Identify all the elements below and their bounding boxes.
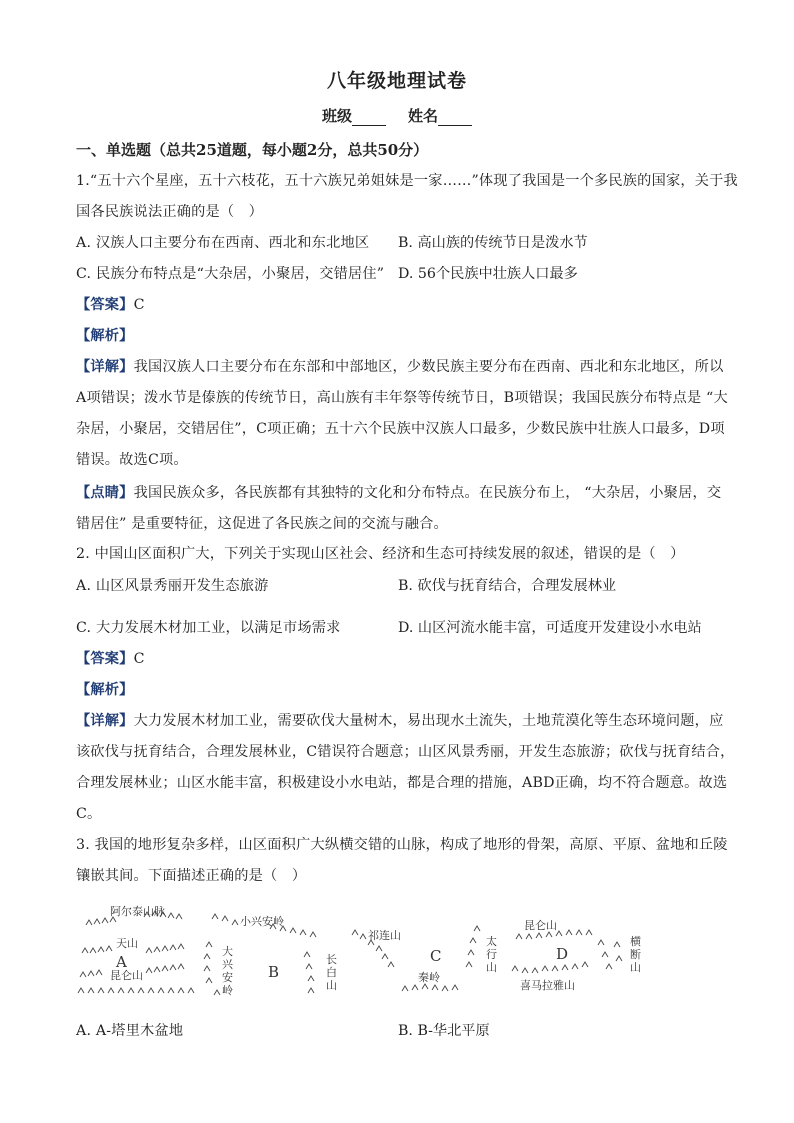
label-xiaoxinganling: 小兴安岭 bbox=[240, 915, 284, 928]
label-hengduan-2: 断 bbox=[630, 948, 641, 961]
q1-detail-line-3: 杂居，小聚居，交错居住”，C项正确；五十六个民族中汉族人口最多，少数民族中壮族人口最多，D项 bbox=[76, 421, 725, 437]
answer-tag: 【答案】 bbox=[76, 651, 134, 667]
answer-tag: 【答案】 bbox=[76, 297, 134, 313]
mountain-glyph bbox=[402, 984, 458, 991]
mountain-glyph bbox=[78, 988, 194, 993]
detail-text: 大力发展木材加工业，需要砍伐大量树木，易出现水土流失，土地荒漠化等生态环境问题，应 bbox=[133, 713, 724, 729]
point-text: 我国民族众多，各民族都有其独特的文化和分布特点。在民族分布上， “大杂居，小聚居，交 bbox=[133, 485, 722, 501]
label-a: A bbox=[116, 953, 127, 971]
q2-option-d: D. 山区河流水能丰富，可适度开发建设小水电站 bbox=[398, 620, 702, 636]
detail-tag: 【详解】 bbox=[76, 359, 134, 375]
label-hengduan-3: 山 bbox=[630, 961, 641, 974]
label-taihang-3: 山 bbox=[486, 961, 497, 974]
mountain-glyph bbox=[512, 962, 588, 973]
q1-option-a: A. 汉族人口主要分布在西南、西北和东北地区 bbox=[76, 235, 370, 251]
mountain-glyph bbox=[466, 926, 480, 967]
detail-tag: 【详解】 bbox=[76, 713, 134, 729]
mountain-glyph bbox=[304, 952, 314, 993]
label-kunlun-right: 昆仑山 bbox=[524, 919, 557, 932]
section-heading: 一、单选题（总共25道题，每小题2分，总共50分） bbox=[76, 141, 429, 159]
q1-answer bbox=[76, 294, 145, 314]
class-label: 班级 bbox=[321, 107, 352, 125]
q2-detail-line-3: 合理发展林业；山区水能丰富，积极建设小水电站，都是合理的措施，ABD正确，均不符合题意。故选 bbox=[76, 775, 728, 791]
terrain-map-figure bbox=[76, 895, 716, 1005]
label-changbaishan-1: 长 bbox=[326, 953, 337, 966]
analysis-tag: 【解析】 bbox=[76, 682, 134, 698]
q1-option-d: D. 56个民族中壮族人口最多 bbox=[398, 266, 578, 282]
label-daxinganling-3: 安 bbox=[222, 971, 233, 984]
q1-stem-line-1: 1.“五十六个星座，五十六枝花，五十六族兄弟姐妹是一家……”体现了我国是一个多民族的国家，关于我 bbox=[76, 173, 738, 189]
class-blank[interactable] bbox=[352, 111, 386, 126]
q3-option-a: A. A-塔里木盆地 bbox=[76, 1023, 184, 1039]
q2-detail-line-1 bbox=[76, 710, 723, 730]
q2-analysis bbox=[76, 679, 134, 699]
label-qinling: 秦岭 bbox=[418, 971, 440, 984]
q2-answer bbox=[76, 648, 145, 668]
label-b: B bbox=[268, 963, 280, 981]
q1-option-b: B. 高山族的传统节日是泼水节 bbox=[398, 235, 588, 251]
q3-option-b: B. B-华北平原 bbox=[398, 1023, 490, 1039]
mountain-glyph bbox=[598, 940, 622, 969]
q1-stem-line-2: 国各民族说法正确的是（ ） bbox=[76, 204, 264, 220]
label-d: D bbox=[556, 945, 569, 963]
q1-option-c: C. 民族分布特点是“大杂居，小聚居，交错居住” bbox=[76, 266, 385, 282]
label-taihang-2: 行 bbox=[486, 948, 497, 961]
label-himalaya: 喜马拉雅山 bbox=[520, 979, 575, 992]
label-daxinganling-4: 岭 bbox=[222, 984, 233, 997]
label-altai: 阿尔泰山脉 bbox=[110, 905, 165, 918]
answer-value: C bbox=[133, 651, 145, 667]
label-c: C bbox=[430, 947, 442, 965]
point-tag: 【点睛】 bbox=[76, 485, 134, 501]
q2-option-b: B. 砍伐与抚育结合，合理发展林业 bbox=[398, 578, 617, 594]
label-changbaishan-3: 山 bbox=[326, 979, 337, 992]
label-taihang-1: 太 bbox=[486, 935, 497, 948]
label-tianshan: 天山 bbox=[116, 937, 138, 950]
q3-stem-line-1: 3. 我国的地形复杂多样，山区面积广大纵横交错的山脉，构成了地形的骨架，高原、平原、盆地和丘陵 bbox=[76, 837, 728, 853]
detail-text: 我国汉族人口主要分布在东部和中部地区，少数民族主要分布在西南、西北和东北地区，所以 bbox=[133, 359, 724, 375]
q1-detail-line-2: A项错误；泼水节是傣族的传统节日，高山族有丰年祭等传统节日，B项错误；我国民族分布特点是 “大 bbox=[76, 390, 728, 406]
analysis-tag: 【解析】 bbox=[76, 328, 134, 344]
mountain-glyph bbox=[204, 942, 220, 995]
label-daxinganling-1: 大 bbox=[222, 945, 233, 958]
label-kunlun-left: 昆仑山 bbox=[110, 969, 143, 982]
q1-point-line-2: 错居住” 是重要特征，这促进了各民族之间的交流与融合。 bbox=[76, 516, 448, 532]
q1-detail-line-4: 错误。故选C项。 bbox=[76, 452, 188, 468]
label-daxinganling-2: 兴 bbox=[222, 958, 233, 971]
label-qilian: 祁连山 bbox=[368, 929, 401, 942]
class-name-line bbox=[0, 105, 794, 126]
q2-option-c: C. 大力发展木材加工业，以满足市场需求 bbox=[76, 620, 341, 636]
answer-value: C bbox=[133, 297, 145, 313]
q2-detail-line-2: 该砍伐与抚育结合，合理发展林业，C错误符合题意；山区风景秀丽，开发生态旅游；砍伐与抚育结合， bbox=[76, 744, 735, 760]
label-changbaishan-2: 白 bbox=[326, 966, 337, 979]
page-title: 八年级地理试卷 bbox=[326, 70, 467, 92]
label-hengduan-1: 横 bbox=[630, 935, 641, 948]
q1-analysis bbox=[76, 325, 134, 345]
q3-stem-line-2: 镶嵌其间。下面描述正确的是（ ） bbox=[76, 868, 307, 884]
q1-point-line-1 bbox=[76, 482, 721, 502]
name-label: 姓名 bbox=[408, 107, 439, 125]
q2-stem: 2. 中国山区面积广大，下列关于实现山区社会、经济和生态可持续发展的叙述，错误的是（ ） bbox=[76, 546, 685, 562]
q2-option-a: A. 山区风景秀丽开发生态旅游 bbox=[76, 578, 269, 594]
q2-detail-line-4: C。 bbox=[76, 806, 102, 822]
name-blank[interactable] bbox=[438, 111, 472, 126]
q1-detail-line-1 bbox=[76, 356, 723, 376]
